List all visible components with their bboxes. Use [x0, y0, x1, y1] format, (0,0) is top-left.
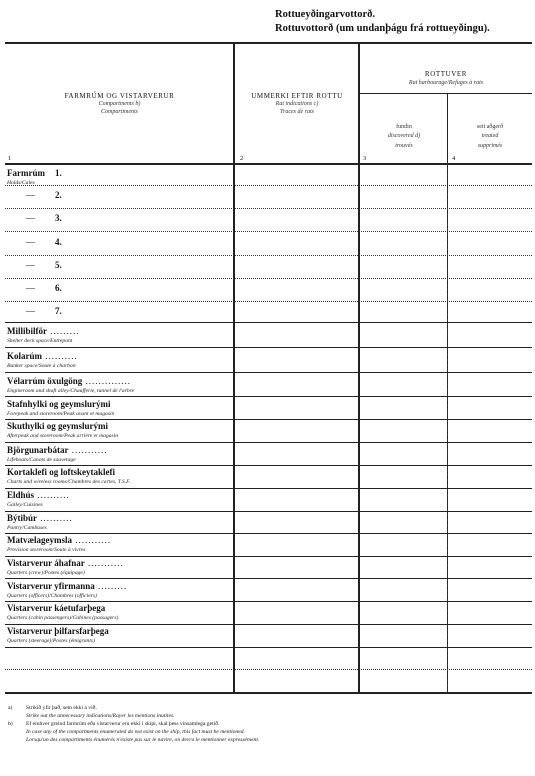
compartment-translation: Quarters (officers)/Chambres (officiers) [7, 593, 97, 599]
compartment-translation: Pantry/Cambuses [7, 525, 47, 531]
footnote-b-line-1: Ef einhver greind farmrúm eða vistarverur eru ekki í skipi, skal þess vinsamlega getið. [26, 721, 220, 727]
hold-dash-2: — [26, 190, 35, 200]
footnote-a-line-1: Strikið yfir það, sem ekki á við. [26, 705, 97, 711]
compartment-separator [5, 488, 532, 489]
compartment-bunker [7, 351, 233, 370]
hold-row-separator [5, 301, 532, 302]
compartment-translation: Quarters (steerage)/Postes (émigrants) [7, 638, 95, 644]
hold-number-7: 7. [55, 306, 62, 316]
compartment-label: Skuthylki og geymslurými [7, 421, 109, 431]
compartment-separator [5, 578, 532, 579]
compartment-separator [5, 372, 532, 373]
hold-number-5: 5. [55, 260, 62, 270]
header-bottom-border [5, 163, 532, 165]
compartment-label: Millibilför ......... [7, 326, 80, 336]
compartment-separator [5, 442, 532, 443]
hold-dash-5: — [26, 260, 35, 270]
column-number-2: 2 [240, 155, 244, 162]
compartment-translation: Provision storeroom/Soute à vivres [7, 547, 86, 553]
hold-dash-3: — [26, 213, 35, 223]
footnote-b-line-3: Lorsqu'un des compartiments énumérés n'existe pas sur le navire, on devra le mentionner expressément. [26, 737, 260, 743]
footnote-a-mark: a) [8, 705, 13, 711]
compartment-label: Vélarrúm öxulgöng .............. [7, 376, 131, 386]
hold-number-6: 6. [55, 283, 62, 293]
header-compartments-sub2: Compartiments [100, 109, 138, 115]
header-rat-harbourage: ROTTUVER [424, 70, 468, 78]
hold-number-3: 3. [55, 213, 62, 223]
compartment-separator [5, 347, 532, 348]
compartment-translation: Charts and wireless rooms/Chambres des cartes, T.S.F. [7, 479, 131, 485]
compartment-label: Vistarverur káetufarþega [7, 603, 106, 613]
compartment-separator [5, 624, 532, 625]
compartment-label: Eldhús .......... [7, 490, 70, 500]
hold-dash-7: — [26, 306, 35, 316]
compartment-separator [5, 465, 532, 466]
compartment-translation: Bunker space/Soute à charbon [7, 363, 76, 369]
column-number-1: 1 [8, 155, 12, 162]
compartment-separator [5, 556, 532, 557]
blank-row-line [5, 669, 532, 670]
hold-number-1: 1. [55, 168, 62, 178]
compartment-provision-storeroom [7, 535, 233, 554]
compartment-label: Kortaklefi og loftskeytaklefi [7, 467, 115, 477]
header-compartments: FARMRÚM OG VISTARVERUR [64, 92, 175, 100]
compartment-galley [7, 490, 233, 509]
hold-row-separator [5, 255, 532, 256]
compartment-separator [5, 396, 532, 397]
column-number-3: 3 [363, 155, 367, 162]
compartment-lifeboats [7, 445, 233, 464]
compartment-translation: Afterpeak and storeroom/Peak arrière et magasin [7, 433, 119, 439]
compartment-label: Björgunarbátar ........... [7, 445, 108, 455]
holds-block-bottom [5, 322, 532, 323]
footnote-a-line-2: Strike out the unnecessary indications/Rayer les mentions inutiles. [26, 713, 175, 719]
table-top-border [5, 42, 532, 44]
compartment-crew-quarters [7, 558, 233, 577]
compartment-label: Vistarverur áhafnar ........... [7, 558, 124, 568]
table-bottom-border [5, 692, 532, 694]
title-line-1: Rottueyðingarvottorð. [275, 9, 376, 20]
compartment-label: Vistarverur þilfarsfarþega [7, 626, 109, 636]
compartment-forepeak [7, 399, 233, 418]
header-rat-harbourage-sub: Rat harbourage/Refuges à rats [408, 80, 484, 86]
compartment-afterpeak [7, 421, 233, 440]
column-divider-3-dashed [447, 163, 448, 692]
compartment-shelter-deck [7, 326, 233, 345]
header-rat-indications-sub2: Traces de rats [279, 109, 314, 115]
hold-row-separator [5, 208, 532, 209]
title-line-2: Rottuvottorð (um undanþágu frá rottueyðingu). [275, 23, 490, 34]
hold-number-2: 2. [55, 190, 62, 200]
compartment-chart-room [7, 467, 233, 486]
compartment-separator [5, 419, 532, 420]
footnote-b-mark: b) [8, 721, 13, 727]
compartment-cabin-passengers [7, 603, 233, 622]
compartment-translation: Forepeak and storeroom/Peak avant et magasin [7, 411, 115, 417]
compartment-engineroom [7, 376, 233, 395]
hold-row-separator [5, 278, 532, 279]
harbourage-separator [360, 93, 532, 94]
header-treated-1: sett aðgerð [476, 124, 504, 130]
compartment-translation: Galley/Cuisines [7, 502, 43, 508]
compartment-translation: Engineroom and shaft alley/Chaufferie, tunnel de l'arbre [7, 388, 135, 394]
header-rat-indications-sub1: Rat indications c) [275, 101, 319, 107]
compartment-translation: Quarters (cabin passengers)/Cabines (passagers) [7, 615, 119, 621]
compartment-separator [5, 511, 532, 512]
compartment-label: Matvælageymsla ........... [7, 535, 111, 545]
compartment-translation: Quarters (crew)/Postes (équipage) [7, 570, 85, 576]
compartment-label: Stafnhylki og geymslurými [7, 399, 111, 409]
holds-translation: Holds/Cales [7, 180, 35, 186]
compartment-steerage [7, 626, 233, 645]
compartment-label: Vistarverur yfirmanna ......... [7, 581, 128, 591]
holds-label: Farmrúm [7, 168, 45, 178]
header-compartments-sub1: Compartments b) [98, 101, 141, 107]
compartment-separator [5, 647, 532, 648]
header-discovered-3: trouvés [395, 143, 413, 149]
compartment-translation: Shelter deck space/Entrepont [7, 338, 73, 344]
column-number-4: 4 [452, 155, 456, 162]
header-rat-indications: UMMERKI EFTIR ROTTU [251, 92, 343, 100]
column-divider-1 [233, 42, 235, 692]
hold-dash-6: — [26, 283, 35, 293]
compartment-label: Kolarúm .......... [7, 351, 78, 361]
footnote-b-line-2: In case any of the compartments enumerated do not exist on the ship, this fact must be mentioned. [26, 729, 245, 735]
header-discovered-2: discovered d) [387, 133, 421, 139]
hold-row-separator [5, 231, 532, 232]
compartment-separator [5, 533, 532, 534]
compartment-officers-quarters [7, 581, 233, 600]
hold-number-4: 4. [55, 237, 62, 247]
compartment-pantry [7, 513, 233, 532]
hold-dash-4: — [26, 237, 35, 247]
compartment-label: Býtibúr .......... [7, 513, 73, 523]
column-divider-2 [358, 42, 360, 692]
header-treated-2: treated [481, 133, 499, 139]
header-discovered-1: fundin [396, 124, 412, 130]
header-treated-3: supprimés [477, 143, 503, 149]
compartment-separator [5, 601, 532, 602]
hold-row-separator [5, 185, 532, 186]
compartment-translation: Lifeboats/Canots de sauvetage [7, 457, 76, 463]
